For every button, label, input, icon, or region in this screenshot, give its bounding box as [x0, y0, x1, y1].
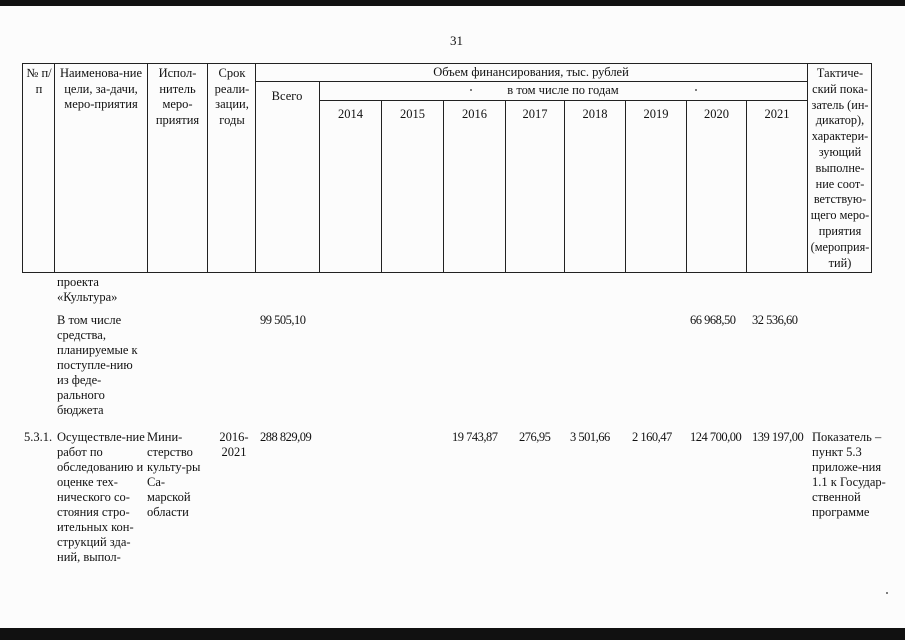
row-value-2021: 139 197,00: [752, 430, 804, 444]
header-year: 2018: [582, 107, 608, 121]
row-value-2019: 2 160,47: [632, 430, 672, 444]
row-name: Осуществле-ние работ по обследованию и оценке тех-нического со-стояния стро-ительных кон-струкций зда-ний, выпол-: [57, 430, 145, 564]
header-name: Наименова-ние цели, за-дачи, меро-приятия: [59, 66, 143, 111]
header-year: 2019: [643, 107, 669, 121]
scan-top-border: [0, 0, 905, 6]
row-term: 2016-2021: [219, 430, 249, 459]
row-value-2021: 32 536,60: [752, 313, 798, 327]
row-number: 5.3.1.: [24, 430, 53, 444]
header-year: 2014: [338, 107, 363, 121]
scan-speck: [886, 592, 888, 594]
header-year: 2016: [462, 107, 487, 121]
row-indicator: Показатель – пункт 5.3 приложе-ния 1.1 к Государ-ственной программе: [812, 430, 886, 519]
header-year: 2015: [400, 107, 425, 121]
header-year: 2021: [764, 107, 790, 121]
row-name: В том числе средства, планируемые к поступле-нию из феде-рального бюджета: [57, 313, 138, 417]
row-total: 288 829,09: [260, 430, 312, 444]
row-value-2020: 124 700,00: [690, 430, 742, 444]
row-total: 99 505,10: [260, 313, 306, 327]
header-by-years: в том числе по годам: [507, 83, 619, 97]
row-value-2020: 66 968,50: [690, 313, 736, 327]
table-header-grid: [22, 63, 872, 273]
header-year: 2017: [522, 107, 548, 121]
row-value-2017: 276,95: [519, 430, 551, 444]
header-number: № п/п: [26, 66, 52, 96]
continuation-text: проекта «Культура»: [57, 275, 118, 304]
header-funding: Объем финансирования, тыс. рублей: [433, 65, 629, 79]
page-number: 31: [450, 33, 463, 48]
header-indicator: Тактиче-ский пока-затель (ин-дикатор), характери-зующий выполне-ние соот-ветствую-щего меро-приятия (мероприя-тий): [810, 66, 870, 270]
row-executor: Мини-стерство культу-ры Са-марской области: [147, 430, 201, 519]
header-executor: Испол-нитель меро-приятия: [155, 66, 200, 127]
row-value-2016: 19 743,87: [452, 430, 498, 444]
row-value-2018: 3 501,66: [570, 430, 610, 444]
header-term: Срок реали-зации, годы: [214, 66, 250, 127]
header-year: 2020: [704, 107, 729, 121]
scan-bottom-border: [0, 628, 905, 640]
header-total: Всего: [271, 89, 303, 103]
